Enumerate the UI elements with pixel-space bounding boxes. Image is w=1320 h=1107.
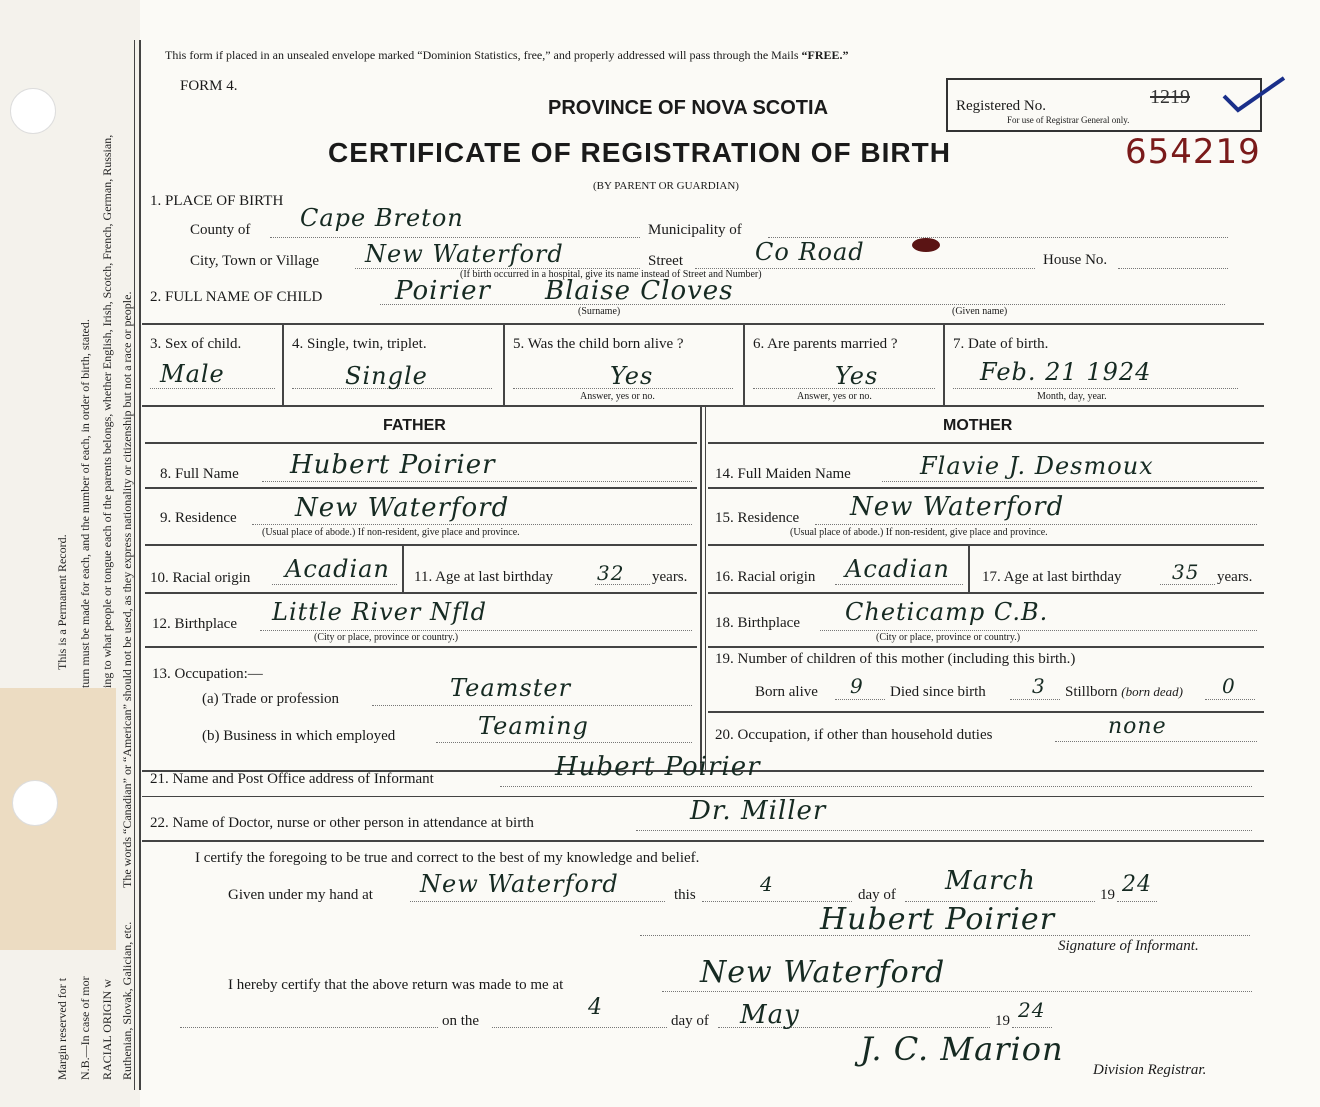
year-line [1117, 901, 1157, 902]
mother-heading: MOTHER [943, 417, 1013, 434]
row22-rule [142, 840, 1264, 842]
mother-bp-line [820, 630, 1257, 631]
mother-race: Acadian [845, 555, 950, 583]
postal-note [165, 48, 849, 63]
died-value: 3 [1032, 674, 1046, 698]
sex-line [150, 388, 275, 389]
day-of-label: day of [858, 887, 896, 903]
born-alive-label: Born alive [755, 684, 818, 700]
alive-label: 5. Was the child born alive ? [513, 336, 684, 352]
col-rule-1 [282, 325, 284, 405]
child-given-name: Blaise Cloves [545, 276, 734, 306]
stillborn-line [1205, 699, 1255, 700]
mother-bp-caption: (City or place, province or country.) [876, 632, 1021, 643]
row-rule-1 [142, 323, 1264, 325]
reg-day: 4 [588, 995, 603, 1020]
child-surname: Poirier [395, 276, 491, 306]
father-race-line [272, 584, 397, 585]
sex-value: Male [160, 360, 225, 388]
registered-label: Registered No. [956, 98, 1046, 114]
page-title: CERTIFICATE OF REGISTRATION OF BIRTH [328, 137, 951, 168]
margin-border [139, 40, 141, 1090]
married-value: Yes [835, 362, 879, 390]
place-of-birth-label: 1. PLACE OF BIRTH [150, 193, 284, 209]
mother-heading-rule [708, 442, 1264, 444]
doctor-label: 22. Name of Doctor, nurse or other person in attendance at birth [150, 815, 534, 831]
postal-free: “FREE.” [801, 48, 849, 62]
signature-line [640, 935, 1250, 936]
lead-line [180, 1027, 438, 1028]
this-label: this [674, 887, 696, 903]
trade-label: (a) Trade or profession [202, 691, 340, 707]
mother-race-line [835, 584, 963, 585]
row-rule-2 [142, 405, 1264, 407]
cert-day: 4 [760, 872, 774, 896]
city-value: New Waterford [365, 240, 564, 268]
dob-value: Feb. 21 1924 [980, 358, 1152, 386]
registered-number: 654219 [1125, 132, 1261, 172]
father-res-label: 9. Residence [160, 510, 237, 526]
row15-rule [708, 544, 1264, 546]
father-residence: New Waterford [295, 493, 510, 523]
row14-rule [708, 487, 1264, 489]
alive-caption: Answer, yes or no. [580, 391, 655, 402]
born-alive-line [835, 699, 885, 700]
stillborn-note: (born dead) [1121, 684, 1184, 699]
business-line [436, 742, 692, 743]
row18-rule [708, 646, 1264, 648]
doctor-name: Dr. Miller [690, 796, 827, 826]
mother-race-divider [968, 546, 970, 592]
registrar-statement: I hereby certify that the above return was made to me at [228, 977, 564, 993]
signature-caption: Signature of Informant. [1058, 938, 1199, 954]
certify-statement: I certify the foregoing to be true and correct to the best of my knowledge and belief. [195, 850, 700, 866]
margin-text-5: RACIAL ORIGIN w [100, 979, 114, 1080]
died-line [1010, 699, 1060, 700]
stillborn-value: 0 [1222, 674, 1236, 698]
cert-month: March [945, 866, 1036, 896]
registered-crossed: 1219 [1150, 86, 1190, 108]
row12-rule [145, 646, 697, 648]
registrar-place-line [662, 991, 1252, 992]
dob-label: 7. Date of birth. [953, 336, 1049, 352]
margin-text-4: turn must be made for each, and the number of each, in order of birth, stated. [78, 319, 92, 688]
mother-res-caption: (Usual place of abode.) If non-resident, give place and province. [790, 527, 1048, 538]
surname-caption: (Surname) [578, 306, 621, 317]
street-label: Street [648, 253, 683, 269]
row10-rule [145, 592, 697, 594]
father-name-label: 8. Full Name [160, 466, 239, 482]
registrar-place: New Waterford [700, 955, 946, 990]
informant-name: Hubert Poirier [555, 752, 761, 782]
postal-note-text: This form if placed in an unsealed envelope marked “Dominion Statistics, free,” and properly addressed will pass through the Mails [165, 48, 799, 62]
reg-day-of-label: day of [671, 1013, 709, 1029]
informant-label: 21. Name and Post Office address of Informant [150, 771, 434, 787]
center-rule [700, 407, 702, 771]
father-bp-label: 12. Birthplace [152, 616, 237, 632]
form-number: FORM 4. [180, 78, 238, 94]
mother-bp-label: 18. Birthplace [715, 615, 800, 631]
reg-day-line [492, 1027, 667, 1028]
row9-rule [145, 544, 697, 546]
mother-age-line [1160, 584, 1215, 585]
child-name-label: 2. FULL NAME OF CHILD [150, 289, 323, 305]
father-res-caption: (Usual place of abode.) If non-resident, give place and province. [262, 527, 520, 538]
registrar-caption: Division Registrar. [1093, 1062, 1207, 1078]
col-rule-2 [503, 325, 505, 405]
page-subtitle: (BY PARENT OR GUARDIAN) [593, 180, 739, 192]
row19-rule [708, 711, 1264, 713]
dob-line [953, 388, 1238, 389]
father-age: 32 [597, 561, 625, 585]
sex-label: 3. Sex of child. [150, 336, 242, 352]
father-name-line [262, 481, 692, 482]
mother-race-label: 16. Racial origin [715, 569, 816, 585]
business-label: (b) Business in which employed [202, 728, 396, 744]
father-heading-rule [145, 442, 697, 444]
child-name-line [380, 304, 1225, 305]
checkmark-icon [1220, 74, 1290, 114]
alive-value: Yes [610, 362, 654, 390]
informant-line [500, 786, 1252, 787]
registrar-note: For use of Registrar General only. [1007, 115, 1130, 125]
reg-year-line [1012, 1027, 1052, 1028]
father-name: Hubert Poirier [290, 450, 496, 480]
given-label: Given under my hand at [228, 887, 373, 903]
died-label: Died since birth [890, 684, 986, 700]
province-heading: PROVINCE OF NOVA SCOTIA [548, 97, 829, 119]
father-years: years. [652, 569, 688, 585]
mother-age-label: 17. Age at last birthday [982, 569, 1122, 585]
county-line [270, 237, 640, 238]
dob-caption: Month, day, year. [1037, 391, 1107, 402]
row16-rule [708, 592, 1264, 594]
mother-name: Flavie J. Desmoux [920, 452, 1154, 480]
trade-line [372, 705, 692, 706]
children-label: 19. Number of children of this mother (including this birth.) [715, 651, 1076, 667]
ink-blot [912, 238, 940, 252]
margin-text-8: The words “Canadian” or “American” should not be used, as they express nationality or citizenship but not a race or people. [120, 291, 134, 888]
col-rule-3 [743, 325, 745, 405]
given-place: New Waterford [420, 870, 619, 898]
center-rule-2 [705, 407, 706, 771]
reg-year-suffix: 24 [1018, 998, 1046, 1022]
col-rule-4 [943, 325, 945, 405]
margin-text-6: ing to what people or tongue each of the parents belongs, whether English, Irish, Scotch, French, German, Russian, [100, 134, 114, 688]
mother-occ-line [1055, 741, 1257, 742]
street-value: Co Road [755, 238, 865, 266]
margin-text-7: Ruthenian, Slovak, Galician, etc. [120, 921, 134, 1080]
house-line [1118, 268, 1228, 269]
row8-rule [145, 487, 697, 489]
hospital-note: (If birth occurred in a hospital, give its name instead of Street and Number) [460, 269, 762, 280]
married-caption: Answer, yes or no. [797, 391, 872, 402]
punch-hole-bottom [12, 780, 58, 826]
reg-month: May [740, 1000, 800, 1030]
house-label: House No. [1043, 252, 1108, 268]
mother-res-label: 15. Residence [715, 510, 800, 526]
father-occ-label: 13. Occupation:— [152, 666, 263, 682]
mother-occupation: none [1108, 714, 1167, 739]
margin-text-1: Margin reserved for t [55, 977, 69, 1080]
father-race-label: 10. Racial origin [150, 570, 251, 586]
stillborn-text: Stillborn [1065, 684, 1118, 700]
father-res-line [252, 524, 692, 525]
married-label: 6. Are parents married ? [753, 336, 898, 352]
year-prefix: 19 [1100, 887, 1115, 903]
father-trade: Teamster [450, 674, 572, 702]
mother-occ-label: 20. Occupation, if other than household duties [715, 727, 993, 743]
mother-birthplace: Cheticamp C.B. [845, 598, 1049, 626]
county-label: County of [190, 222, 251, 238]
father-birthplace: Little River Nfld [272, 598, 487, 626]
county-value: Cape Breton [300, 204, 464, 232]
mother-years: years. [1217, 569, 1253, 585]
municipality-label: Municipality of [648, 222, 742, 238]
paper-tape [0, 688, 116, 950]
father-bp-caption: (City or place, province or country.) [314, 632, 459, 643]
mother-residence: New Waterford [850, 492, 1065, 522]
on-the-label: on the [442, 1013, 480, 1029]
margin-text-2: This is a Permanent Record. [55, 534, 69, 670]
mother-name-line [882, 481, 1257, 482]
father-race: Acadian [285, 555, 390, 583]
registrar-signature: J. C. Marion [860, 1030, 1064, 1068]
reg-year-prefix: 19 [995, 1013, 1010, 1029]
given-caption: (Given name) [952, 306, 1008, 317]
mother-age: 35 [1172, 560, 1200, 584]
doctor-line [636, 830, 1252, 831]
year-suffix: 24 [1122, 872, 1152, 897]
punch-hole-top [10, 88, 56, 134]
father-bp-line [260, 630, 692, 631]
born-alive-value: 9 [850, 674, 864, 698]
father-age-label: 11. Age at last birthday [414, 569, 553, 585]
father-race-divider [402, 546, 404, 592]
mother-res-line [815, 524, 1257, 525]
informant-signature: Hubert Poirier [820, 902, 1056, 937]
given-line [410, 901, 665, 902]
plurality-label: 4. Single, twin, triplet. [292, 336, 427, 352]
father-business: Teaming [478, 712, 589, 740]
stillborn-label [1065, 684, 1183, 701]
plurality-value: Single [345, 362, 428, 390]
father-heading: FATHER [383, 417, 446, 434]
margin-text-3: N.B.—In case of mor [78, 976, 92, 1080]
city-label: City, Town or Village [190, 253, 320, 269]
mother-name-label: 14. Full Maiden Name [715, 466, 851, 482]
